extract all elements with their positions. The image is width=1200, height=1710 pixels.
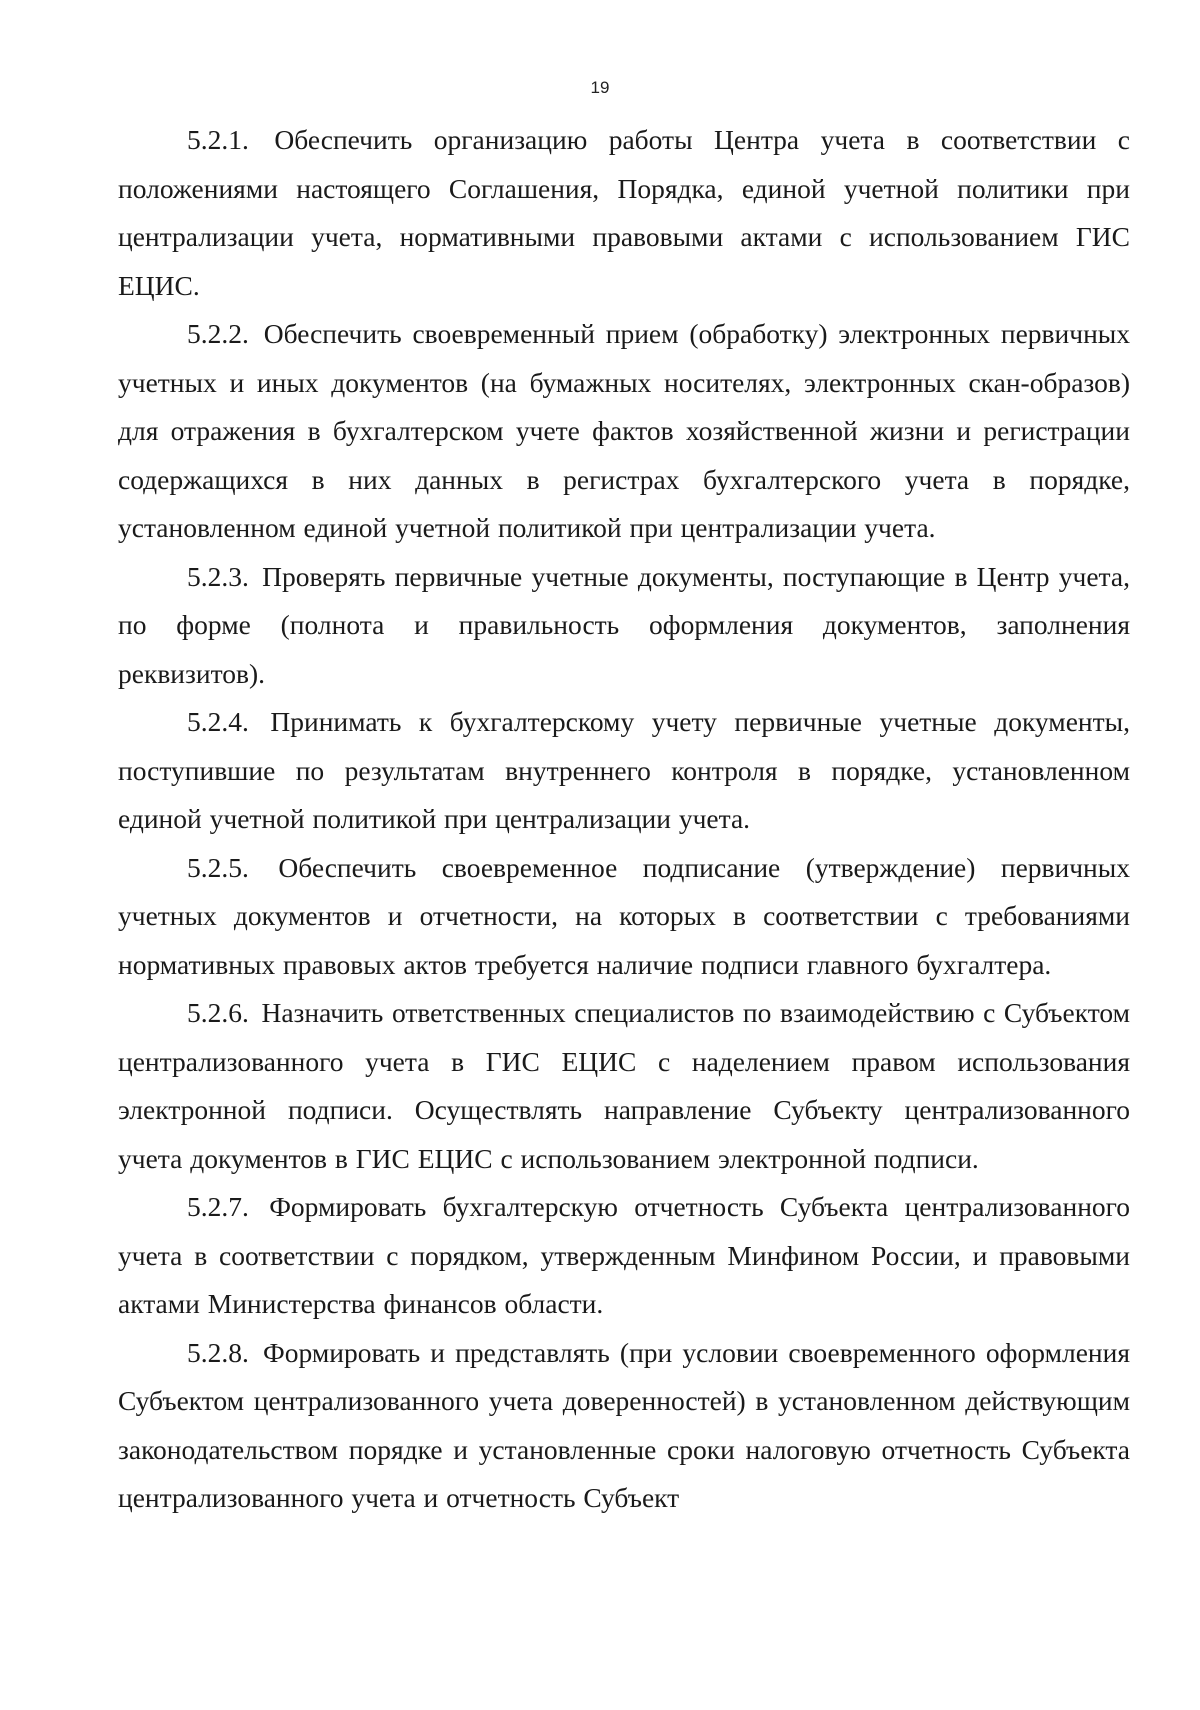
paragraph-5-2-7 xyxy=(118,1183,1130,1329)
paragraph-5-2-3 xyxy=(118,553,1130,699)
paragraph-text: Обеспечить своевременное подписание (утверждение) первичных учетных документов и отчетности, на которых в соответствии с требованиями нормативных правовых актов требуется наличие подписи главного бухгалтера. xyxy=(118,851,1131,980)
paragraph-number: 5.2.2. xyxy=(187,318,249,349)
paragraph-number: 5.2.5. xyxy=(187,851,249,883)
paragraph-number: 5.2.6. xyxy=(187,997,249,1028)
paragraph-text: Формировать и представлять (при условии своевременного оформления Субъектом централизованного учета доверенностей) в установленном действующим законодательством порядке и установленные сроки налоговую отчетность Субъекта централизованного учета и отчетность Субъект xyxy=(118,1336,1130,1513)
paragraph-5-2-1 xyxy=(118,116,1130,310)
paragraph-text: Принимать к бухгалтерскому учету первичные учетные документы, поступившие по результатам внутреннего контроля в порядке, установленном единой учетной политикой при централизации учета. xyxy=(118,706,1131,834)
paragraph-number: 5.2.7. xyxy=(187,1191,249,1222)
paragraph-number: 5.2.8. xyxy=(187,1336,249,1368)
paragraph-number: 5.2.4. xyxy=(187,706,249,737)
paragraph-number: 5.2.1. xyxy=(187,124,249,155)
paragraph-text: Проверять первичные учетные документы, поступающие в Центр учета, по форме (полнота и правильность оформления документов, заполнения реквизитов). xyxy=(118,560,1130,689)
paragraph-text: Назначить ответственных специалистов по взаимодействию с Субъектом централизованного учета в ГИС ЕЦИС с наделением правом использования электронной подписи. Осуществлять направление Субъекту централизованного учета документов в ГИС ЕЦИС с использованием электронной подписи. xyxy=(118,997,1130,1174)
paragraph-text: Обеспечить своевременный прием (обработку) электронных первичных учетных и иных документов (на бумажных носителях, электронных скан-образов) для отражения в бухгалтерском учете фактов хозяйственной жизни и регистрации содержащихся в них данных в регистрах бухгалтерского учета в порядке, установленном единой учетной политикой при централизации учета. xyxy=(118,318,1131,543)
paragraph-5-2-5 xyxy=(118,844,1130,990)
paragraph-text: Формировать бухгалтерскую отчетность Субъекта централизованного учета в соответствии с порядком, утвержденным Минфином России, и правовыми актами Министерства финансов области. xyxy=(118,1191,1131,1319)
paragraph-5-2-4 xyxy=(118,698,1130,844)
paragraph-number: 5.2.3. xyxy=(187,560,249,592)
paragraph-5-2-2 xyxy=(118,310,1130,553)
paragraph-5-2-6 xyxy=(118,989,1130,1183)
paragraph-text: Обеспечить организацию работы Центра учета в соответствии с положениями настоящего Соглашения, Порядка, единой учетной политики при централизации учета, нормативными правовыми актами с использованием ГИС ЕЦИС. xyxy=(118,124,1130,301)
paragraph-5-2-8 xyxy=(118,1329,1130,1523)
document-body xyxy=(118,116,1130,1523)
page-number: 19 xyxy=(590,78,610,97)
